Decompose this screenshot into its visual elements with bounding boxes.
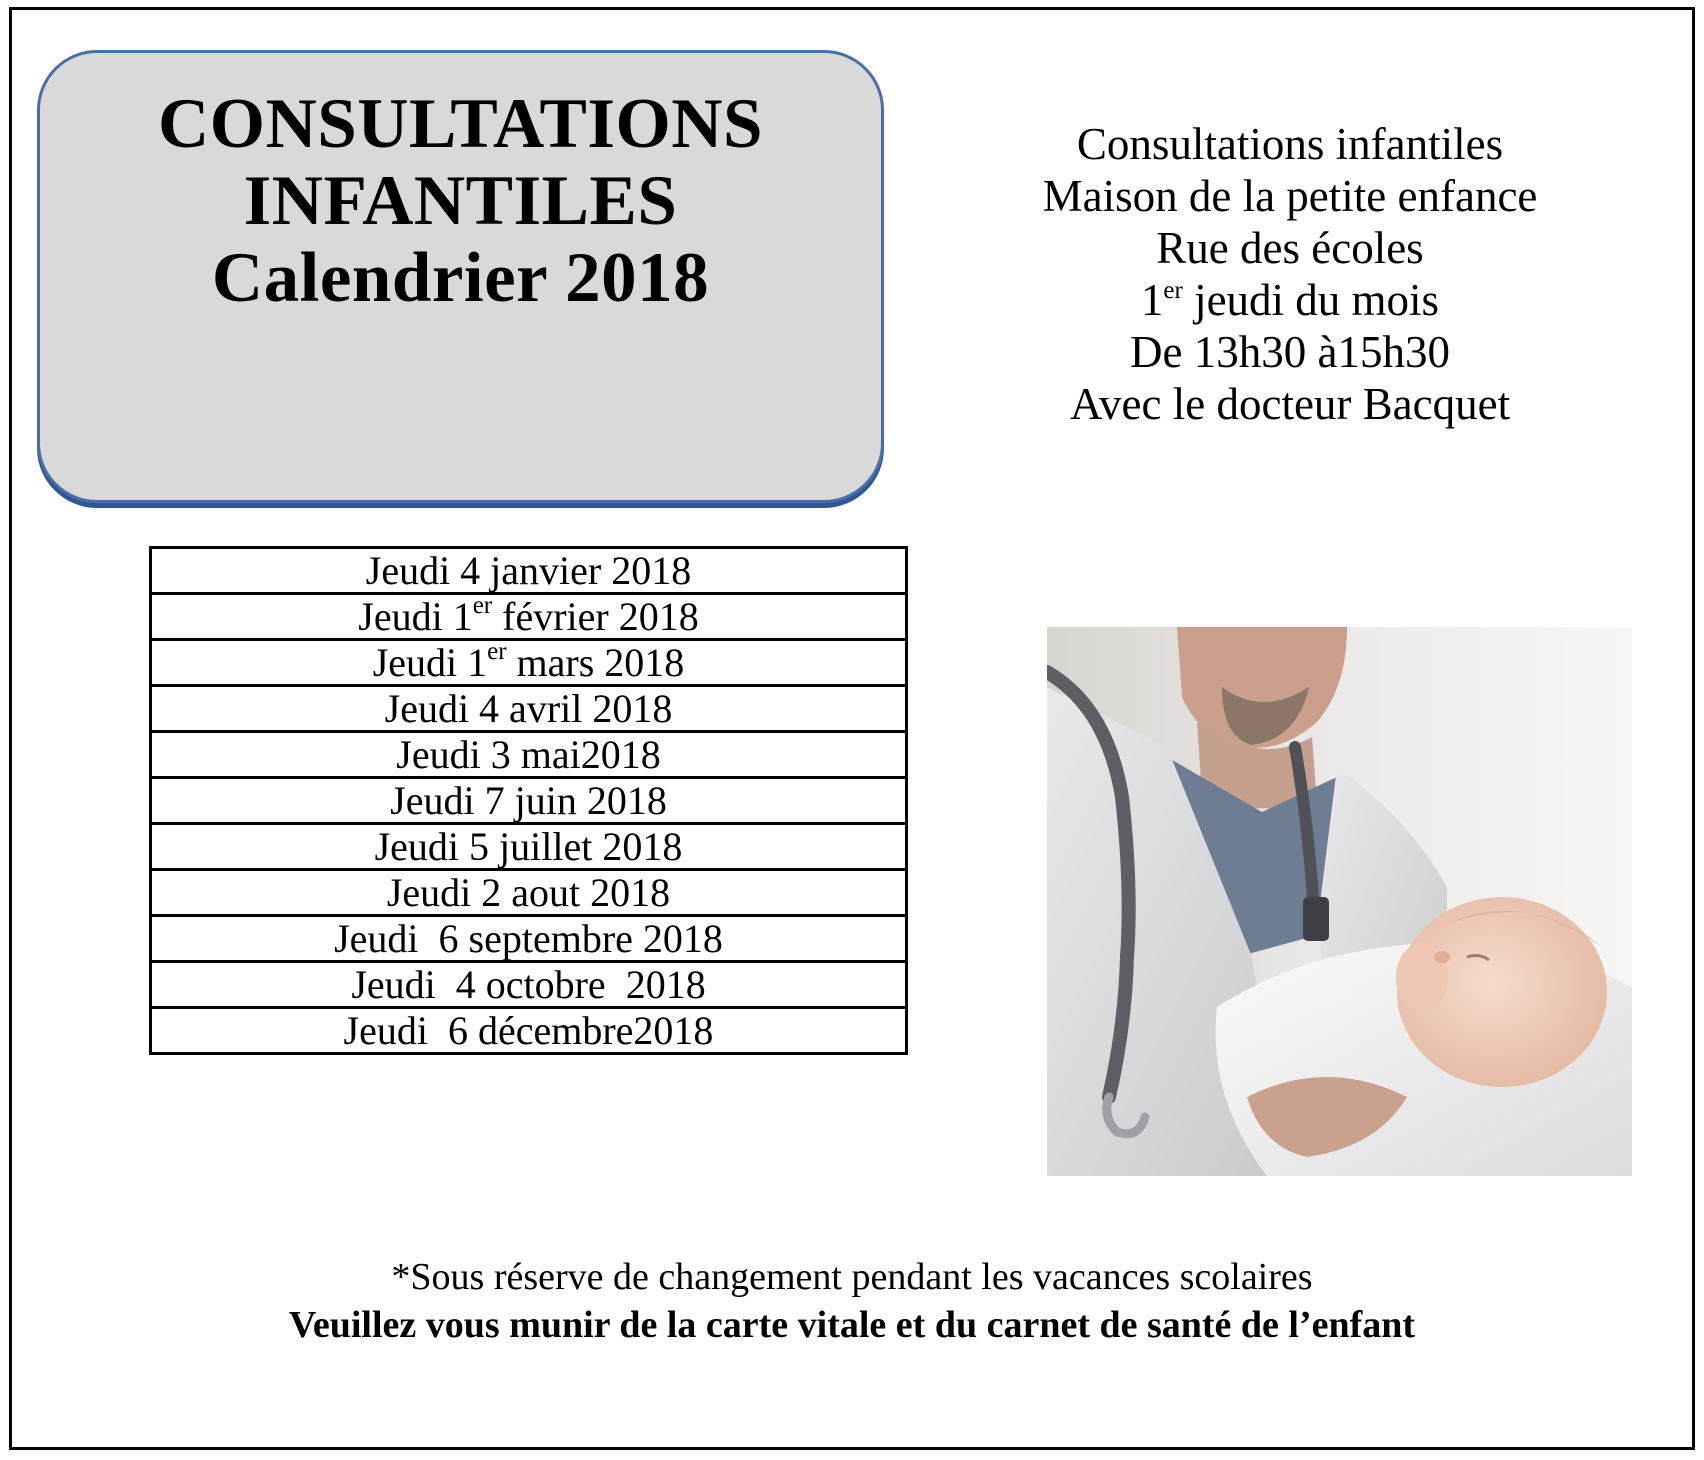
table-row [151,732,907,778]
date-superscript: er [487,637,507,665]
date-cell [151,962,907,1008]
info-line-2: Maison de la petite enfance [1042,171,1538,221]
date-text-rest: mars 2018 [506,639,685,685]
info-line-5: De 13h30 à15h30 [1130,327,1450,377]
date-cell [151,686,907,732]
date-cell [151,591,907,640]
info-line-6: Avec le docteur Bacquet [1069,379,1511,429]
date-text: Jeudi 4 octobre 2018 [351,961,706,1007]
table-row [151,1008,907,1054]
table-row [151,594,907,640]
date-cell [151,1008,907,1054]
date-superscript: er [472,591,493,619]
date-cell [151,916,907,962]
footer-note: *Sous réserve de changement pendant les vacances scolaires [391,1256,1313,1298]
consultation-info [960,118,1620,430]
date-cell [151,548,907,594]
table-row [151,870,907,916]
table-row [151,778,907,824]
date-text: Jeudi 4 avril 2018 [384,685,673,731]
date-cell [151,778,907,824]
doctor-holding-baby-photo [1047,627,1632,1176]
date-cell [151,637,907,686]
title-line-2: INFANTILES [243,162,678,240]
date-cell [151,870,907,916]
info-line-4 [960,274,1620,326]
dates-table [149,546,908,1055]
date-text: Jeudi 1 [358,593,473,639]
date-text: Jeudi 6 décembre2018 [343,1007,714,1053]
date-text: Jeudi 5 juillet 2018 [374,823,683,869]
title-line-3: Calendrier 2018 [211,239,710,317]
footer [0,1253,1704,1349]
table-row [151,640,907,686]
title-line-1: CONSULTATIONS [158,85,763,163]
date-cell [151,824,907,870]
date-text: Jeudi 6 septembre 2018 [334,915,723,961]
date-text: Jeudi 3 mai2018 [396,731,661,777]
table-row [151,686,907,732]
date-text: Jeudi 2 aout 2018 [386,869,671,915]
date-text: Jeudi 7 juin 2018 [390,777,667,823]
info-line-4-text: jeudi du mois [1182,275,1440,325]
info-line-1: Consultations infantiles [1076,119,1504,169]
table-row [151,824,907,870]
table-row [151,916,907,962]
date-text-rest: février 2018 [492,593,699,639]
table-row [151,548,907,594]
date-cell [151,732,907,778]
info-line-3: Rue des écoles [1156,223,1424,273]
date-text: Jeudi 4 janvier 2018 [365,547,692,593]
info-line-4-number: 1 [1140,275,1164,325]
footer-reminder: Veuillez vous munir de la carte vitale et du carnet de santé de l’enfant [288,1304,1416,1346]
title-box [37,50,884,503]
table-row [151,962,907,1008]
info-line-4-superscript: er [1163,277,1183,304]
date-text: Jeudi 1 [372,639,488,685]
